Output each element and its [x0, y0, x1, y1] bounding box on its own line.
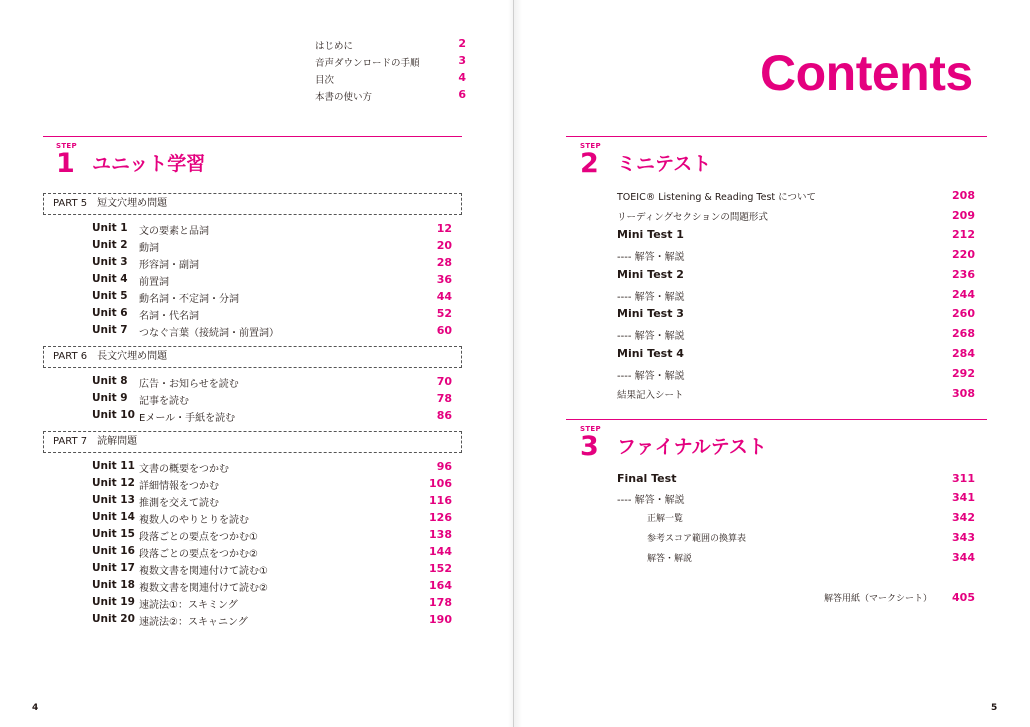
toc-row[interactable] — [617, 189, 975, 203]
unit-label: Unit 5 — [92, 290, 128, 302]
front-matter-page: 4 — [458, 71, 466, 84]
right-page-number: 5 — [991, 703, 998, 713]
front-matter-page: 2 — [458, 37, 466, 50]
unit-row[interactable] — [92, 460, 452, 474]
unit-row[interactable] — [92, 324, 452, 338]
unit-row[interactable] — [92, 307, 452, 321]
front-matter-label: はじめに — [315, 41, 354, 52]
unit-title: 動詞 — [139, 243, 159, 254]
unit-page: 20 — [436, 239, 452, 252]
unit-label: Unit 6 — [92, 307, 128, 319]
toc-row-page: 268 — [952, 327, 975, 340]
toc-row[interactable] — [617, 228, 975, 242]
toc-row-page: 236 — [952, 268, 975, 281]
unit-label: Unit 1 — [92, 222, 128, 234]
unit-title: 詳細情報をつかむ — [139, 481, 219, 492]
unit-page: 52 — [436, 307, 452, 320]
unit-title: 推測を交えて読む — [139, 498, 219, 509]
toc-row-title: ---- 解答・解説 — [617, 495, 685, 506]
unit-title: 段落ごとの要点をつかむ① — [139, 532, 258, 543]
unit-title: 段落ごとの要点をつかむ② — [139, 549, 258, 560]
unit-title: 前置詞 — [139, 277, 169, 288]
toc-row-page: 220 — [952, 248, 975, 261]
unit-label: Unit 17 — [92, 562, 135, 574]
toc-row[interactable] — [617, 209, 975, 223]
unit-title: 文の要素と品詞 — [139, 226, 209, 237]
unit-page: 60 — [436, 324, 452, 337]
unit-label: Unit 8 — [92, 375, 128, 387]
front-matter-item[interactable] — [315, 88, 466, 103]
unit-title: 広告・お知らせを読む — [139, 379, 239, 390]
unit-page: 44 — [436, 290, 452, 303]
unit-label: Unit 16 — [92, 545, 135, 557]
toc-row[interactable] — [617, 472, 975, 486]
front-matter-label: 目次 — [315, 75, 335, 86]
toc-row[interactable] — [617, 327, 975, 341]
unit-page: 144 — [429, 545, 452, 558]
step1-label: STEP — [56, 142, 77, 150]
unit-label: Unit 10 — [92, 409, 135, 421]
toc-row-title: TOEIC® Listening & Reading Test について — [617, 192, 816, 203]
toc-row-title: ---- 解答・解説 — [617, 371, 685, 382]
unit-row[interactable] — [92, 239, 452, 253]
unit-label: Unit 14 — [92, 511, 135, 523]
step3-title: ファイナルテスト — [617, 436, 767, 458]
unit-title: 速読法②：スキャニング — [139, 617, 248, 628]
unit-row[interactable] — [92, 477, 452, 491]
front-matter-item[interactable] — [315, 54, 466, 69]
toc-row-title: Mini Test 4 — [617, 347, 684, 360]
unit-row[interactable] — [92, 511, 452, 525]
unit-row[interactable] — [92, 596, 452, 610]
step1-number: 1 — [56, 148, 75, 179]
toc-row-page: 212 — [952, 228, 975, 241]
unit-page: 164 — [429, 579, 452, 592]
toc-row[interactable] — [617, 551, 975, 565]
toc-row[interactable] — [617, 248, 975, 262]
toc-row[interactable] — [617, 347, 975, 361]
part7-header[interactable]: PART 7 読解問題 — [43, 431, 462, 453]
toc-row-page: 341 — [952, 491, 975, 504]
contents-heading: Contents — [760, 45, 973, 101]
unit-page: 70 — [436, 375, 452, 388]
unit-title: 速読法①：スキミング — [139, 600, 238, 611]
toc-row-title: ---- 解答・解説 — [617, 331, 685, 342]
toc-row-title: 結果記入シート — [617, 390, 684, 401]
toc-row-title: 正解一覧 — [647, 514, 684, 524]
unit-page: 12 — [436, 222, 452, 235]
unit-row[interactable] — [92, 613, 452, 627]
unit-page: 126 — [429, 511, 452, 524]
unit-row[interactable] — [92, 392, 452, 406]
toc-row-page: 311 — [952, 472, 975, 485]
unit-label: Unit 13 — [92, 494, 135, 506]
unit-page: 116 — [429, 494, 452, 507]
unit-title: つなぐ言葉（接続詞・前置詞） — [139, 328, 279, 339]
unit-label: Unit 4 — [92, 273, 128, 285]
toc-row-title: Mini Test 1 — [617, 228, 684, 241]
unit-row[interactable] — [92, 273, 452, 287]
unit-title: 複数文書を関連付けて読む① — [139, 566, 268, 577]
unit-label: Unit 9 — [92, 392, 128, 404]
unit-title: 複数文書を関連付けて読む② — [139, 583, 268, 594]
answer-sheet-page: 405 — [952, 591, 975, 604]
front-matter-page: 6 — [458, 88, 466, 101]
unit-row[interactable] — [92, 290, 452, 304]
unit-label: Unit 18 — [92, 579, 135, 591]
step2-title: ミニテスト — [617, 153, 712, 175]
unit-page: 178 — [429, 596, 452, 609]
front-matter-item[interactable] — [315, 71, 466, 86]
toc-row[interactable] — [617, 288, 975, 302]
step3-number: 3 — [580, 431, 599, 462]
unit-title: 記事を読む — [139, 396, 189, 407]
answer-sheet-title: 解答用紙（マークシート） — [824, 594, 933, 604]
toc-row-page: 342 — [952, 511, 975, 524]
unit-title: 動名詞・不定詞・分詞 — [139, 294, 239, 305]
unit-title: 複数人のやりとりを読む — [139, 515, 249, 526]
toc-row[interactable] — [617, 531, 975, 545]
unit-label: Unit 19 — [92, 596, 135, 608]
unit-row[interactable] — [92, 494, 452, 508]
step1-rule — [43, 136, 462, 137]
toc-row-title: 参考スコア範囲の換算表 — [647, 534, 747, 544]
unit-row[interactable] — [92, 409, 452, 423]
step2-rule — [566, 136, 987, 137]
toc-row[interactable] — [617, 387, 975, 401]
toc-row-page: 292 — [952, 367, 975, 380]
toc-row-title: Mini Test 3 — [617, 307, 684, 320]
toc-row-page: 284 — [952, 347, 975, 360]
toc-row-title: リーディングセクションの問題形式 — [617, 212, 768, 223]
toc-row-page: 260 — [952, 307, 975, 320]
unit-row[interactable] — [92, 222, 452, 236]
toc-row-page: 343 — [952, 531, 975, 544]
part5-header[interactable]: PART 5 短文穴埋め問題 — [43, 193, 462, 215]
toc-row-title: ---- 解答・解説 — [617, 252, 685, 263]
step3-rule — [566, 419, 987, 420]
unit-row[interactable] — [92, 528, 452, 542]
step3-label: STEP — [580, 425, 601, 433]
front-matter-item[interactable] — [315, 37, 466, 52]
toc-row-page: 208 — [952, 189, 975, 202]
toc-row-page: 209 — [952, 209, 975, 222]
front-matter-label: 本書の使い方 — [315, 92, 373, 103]
front-matter-page: 3 — [458, 54, 466, 67]
unit-row[interactable] — [92, 256, 452, 270]
unit-label: Unit 20 — [92, 613, 135, 625]
unit-title: 文書の概要をつかむ — [139, 464, 229, 475]
toc-row-title: 解答・解説 — [647, 554, 693, 564]
unit-label: Unit 12 — [92, 477, 135, 489]
unit-page: 36 — [436, 273, 452, 286]
toc-row[interactable] — [617, 491, 975, 505]
toc-row-title: Final Test — [617, 472, 677, 485]
part6-header[interactable]: PART 6 長文穴埋め問題 — [43, 346, 462, 368]
left-page-number: 4 — [32, 703, 39, 713]
unit-page: 28 — [436, 256, 452, 269]
unit-title: 形容詞・副詞 — [139, 260, 199, 271]
unit-label: Unit 7 — [92, 324, 128, 336]
step2-number: 2 — [580, 148, 599, 179]
unit-title: 名詞・代名詞 — [139, 311, 199, 322]
toc-row-page: 244 — [952, 288, 975, 301]
toc-row-page: 344 — [952, 551, 975, 564]
gutter-shadow-right — [515, 0, 522, 727]
toc-row[interactable] — [617, 511, 975, 525]
toc-row[interactable] — [617, 268, 975, 282]
gutter-shadow — [508, 0, 515, 727]
answer-sheet-row[interactable] — [617, 591, 975, 605]
unit-page: 152 — [429, 562, 452, 575]
right-page — [515, 0, 1030, 727]
unit-label: Unit 11 — [92, 460, 135, 472]
step1-title: ユニット学習 — [92, 153, 206, 175]
unit-page: 138 — [429, 528, 452, 541]
unit-label: Unit 2 — [92, 239, 128, 251]
toc-row[interactable] — [617, 307, 975, 321]
unit-row[interactable] — [92, 562, 452, 576]
toc-row[interactable] — [617, 367, 975, 381]
toc-row-page: 308 — [952, 387, 975, 400]
unit-title: Eメール・手紙を読む — [139, 413, 236, 424]
unit-row[interactable] — [92, 579, 452, 593]
unit-row[interactable] — [92, 375, 452, 389]
unit-label: Unit 3 — [92, 256, 128, 268]
toc-row-title: ---- 解答・解説 — [617, 292, 685, 303]
step2-label: STEP — [580, 142, 601, 150]
unit-page: 106 — [429, 477, 452, 490]
unit-page: 96 — [436, 460, 452, 473]
unit-label: Unit 15 — [92, 528, 135, 540]
unit-row[interactable] — [92, 545, 452, 559]
unit-page: 78 — [436, 392, 452, 405]
front-matter-label: 音声ダウンロードの手順 — [315, 58, 420, 69]
unit-page: 86 — [436, 409, 452, 422]
unit-page: 190 — [429, 613, 452, 626]
toc-row-title: Mini Test 2 — [617, 268, 684, 281]
